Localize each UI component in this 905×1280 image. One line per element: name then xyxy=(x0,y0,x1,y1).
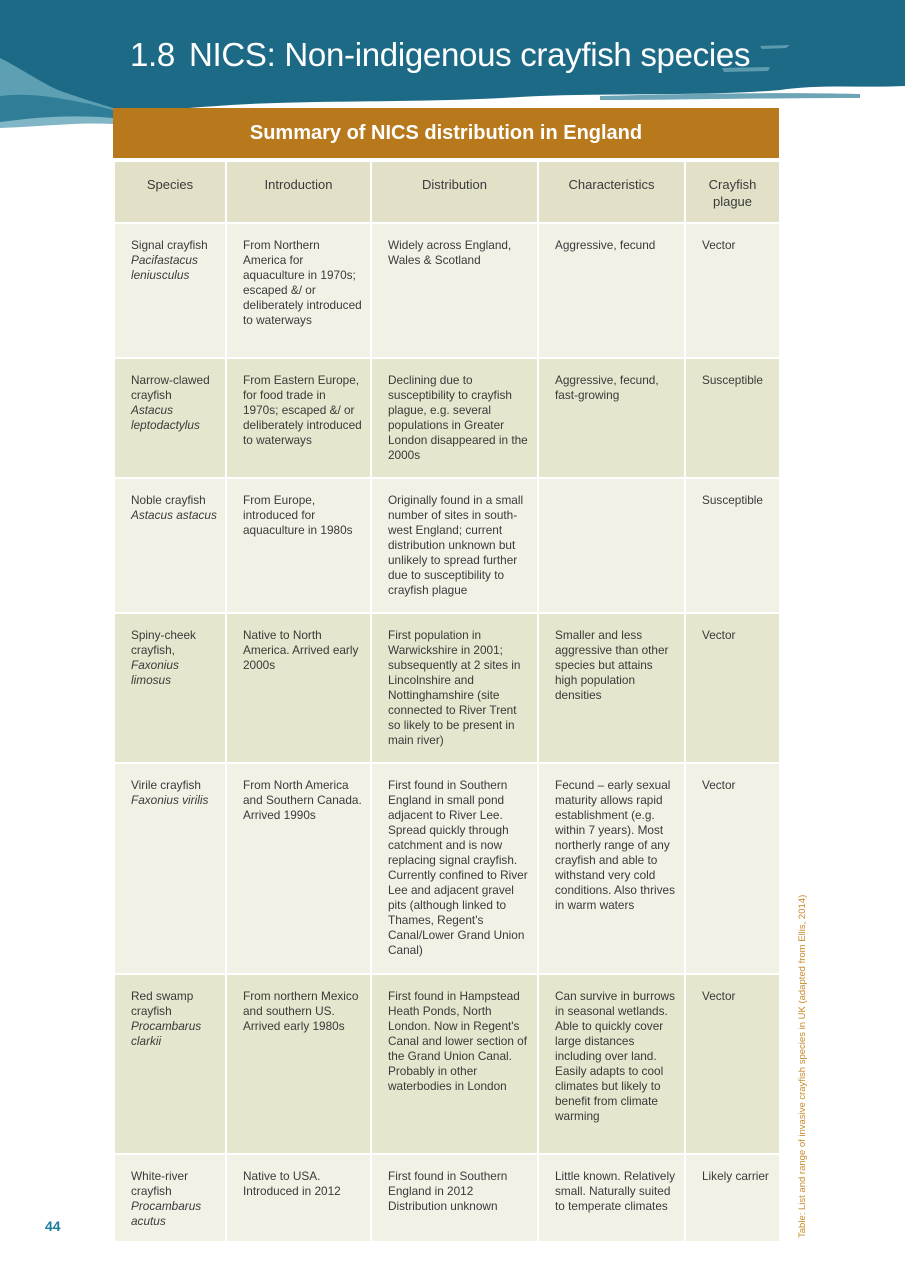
table-row xyxy=(114,974,780,1154)
section-title: NICS: Non-indigenous crayfish species xyxy=(188,36,751,73)
plague-cell: Vector xyxy=(685,613,780,763)
table-row xyxy=(114,223,780,358)
plague-cell: Likely carrier xyxy=(685,1154,780,1242)
characteristics-cell xyxy=(538,478,685,613)
characteristics-cell: Little known. Relatively small. Naturally suited to temperate climates xyxy=(538,1154,685,1242)
introduction-cell: From Europe, introduced for aquaculture in 1980s xyxy=(226,478,371,613)
latin-name: Procambarus clarkii xyxy=(131,1019,202,1048)
distribution-cell: Originally found in a small number of sites in south-west England; current distribution unknown but unlikely to spread further due to susceptibility to crayfish plague xyxy=(371,478,538,613)
species-cell xyxy=(114,358,226,478)
plague-cell: Susceptible xyxy=(685,478,780,613)
table-title: Summary of NICS distribution in England xyxy=(113,108,779,160)
species-cell xyxy=(114,613,226,763)
latin-name: Procambarus acutus xyxy=(131,1199,202,1228)
species-cell xyxy=(114,974,226,1154)
distribution-cell: Declining due to susceptibility to crayfish plague, e.g. several populations in Greater London disappeared in the 2000s xyxy=(371,358,538,478)
latin-name: Pacifastacus leniusculus xyxy=(131,253,198,282)
page-title xyxy=(130,36,750,74)
latin-name: Faxonius virilis xyxy=(131,793,209,807)
common-name: Signal crayfish xyxy=(131,238,208,252)
characteristics-cell: Can survive in burrows in seasonal wetlands. Able to quickly cover large distances including over land. Easily adapts to cool climates but likely to benefit from climate warming xyxy=(538,974,685,1154)
characteristics-cell: Fecund – early sexual maturity allows rapid establishment (e.g. within 7 years). Most northerly range of any crayfish and able to withstand very cold conditions. Also thrives in warm waters xyxy=(538,763,685,974)
distribution-cell: Widely across England, Wales & Scotland xyxy=(371,223,538,358)
table-row xyxy=(114,358,780,478)
common-name: Virile crayfish xyxy=(131,778,201,792)
common-name: Noble crayfish xyxy=(131,493,206,507)
species-cell xyxy=(114,763,226,974)
column-header: Crayfish plague xyxy=(685,161,780,223)
distribution-cell: First found in Southern England in 2012 Distribution unknown xyxy=(371,1154,538,1242)
distribution-cell: First found in Southern England in small pond adjacent to River Lee. Spread quickly through catchment and is now replacing signal crayfish. Currently confined to River Lee and adjacent gravel pits (although linked to Thames, Regent's Canal/Lower Grand Union Canal) xyxy=(371,763,538,974)
common-name: Narrow-clawed crayfish xyxy=(131,373,210,402)
latin-name: Astacus leptodactylus xyxy=(131,403,200,432)
introduction-cell: From northern Mexico and southern US. Arrived early 1980s xyxy=(226,974,371,1154)
species-cell xyxy=(114,1154,226,1242)
species-cell xyxy=(114,478,226,613)
table-row xyxy=(114,613,780,763)
nics-summary-table xyxy=(113,108,779,1243)
section-number: 1.8 xyxy=(130,36,175,73)
latin-name: Astacus astacus xyxy=(131,508,217,522)
introduction-cell: From Eastern Europe, for food trade in 1970s; escaped &/ or deliberately introduced to waterways xyxy=(226,358,371,478)
column-header: Distribution xyxy=(371,161,538,223)
table-row xyxy=(114,478,780,613)
introduction-cell: From North America and Southern Canada. Arrived 1990s xyxy=(226,763,371,974)
table-row xyxy=(114,1154,780,1242)
table-row xyxy=(114,763,780,974)
common-name: Spiny-cheek crayfish, xyxy=(131,628,196,657)
table-header-row xyxy=(114,161,780,223)
column-header: Species xyxy=(114,161,226,223)
table-caption: Table: List and range of invasive crayfish species in UK (adapted from Ellis, 2014) xyxy=(797,894,808,1238)
introduction-cell: Native to USA. Introduced in 2012 xyxy=(226,1154,371,1242)
plague-cell: Susceptible xyxy=(685,358,780,478)
distribution-cell: First found in Hampstead Heath Ponds, North London. Now in Regent's Canal and lower section of the Grand Union Canal. Probably in other waterbodies in London xyxy=(371,974,538,1154)
column-header: Characteristics xyxy=(538,161,685,223)
plague-cell: Vector xyxy=(685,974,780,1154)
characteristics-cell: Aggressive, fecund xyxy=(538,223,685,358)
characteristics-cell: Smaller and less aggressive than other species but attains high population densities xyxy=(538,613,685,763)
distribution-cell: First population in Warwickshire in 2001; subsequently at 2 sites in Lincolnshire and Nottinghamshire (site connected to River Trent so likely to be present in main river) xyxy=(371,613,538,763)
species-cell xyxy=(114,223,226,358)
latin-name: Faxonius limosus xyxy=(131,658,179,687)
data-table xyxy=(113,160,781,1243)
introduction-cell: Native to North America. Arrived early 2000s xyxy=(226,613,371,763)
plague-cell: Vector xyxy=(685,223,780,358)
common-name: Red swamp crayfish xyxy=(131,989,194,1018)
common-name: White-river crayfish xyxy=(131,1169,189,1198)
characteristics-cell: Aggressive, fecund, fast-growing xyxy=(538,358,685,478)
page-number: 44 xyxy=(45,1218,61,1234)
plague-cell: Vector xyxy=(685,763,780,974)
column-header: Introduction xyxy=(226,161,371,223)
introduction-cell: From Northern America for aquaculture in 1970s; escaped &/ or deliberately introduced to waterways xyxy=(226,223,371,358)
